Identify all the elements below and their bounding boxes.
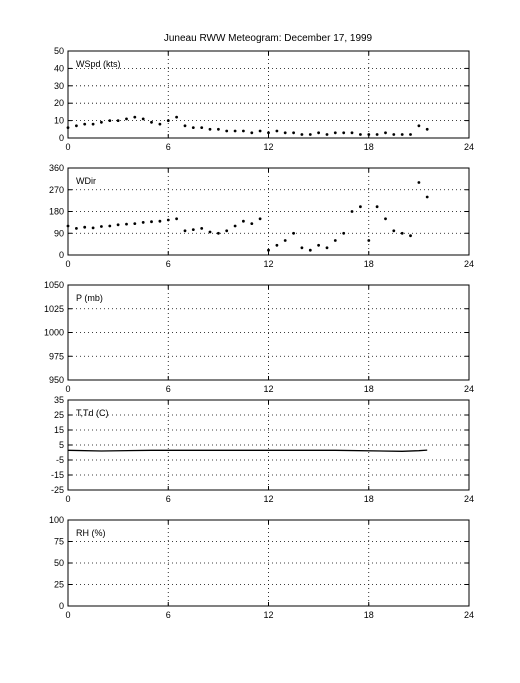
y-tick-label: -25 [50,485,64,495]
data-point [317,244,320,247]
x-tick-label: 24 [463,494,475,504]
y-tick-label: 35 [53,395,64,405]
panel-4 [49,515,474,620]
data-point [108,119,111,122]
data-point [334,239,337,242]
x-tick-label: 12 [263,259,274,269]
data-point [159,220,162,223]
data-point [376,205,379,208]
data-point [75,124,78,127]
data-point [83,123,86,126]
data-point [200,227,203,230]
data-point [276,244,279,247]
y-tick-label: 1000 [43,327,64,338]
data-point [401,232,404,235]
x-tick-label: 0 [65,259,71,269]
data-point [301,246,304,249]
y-tick-label: 0 [58,133,64,143]
data-point [159,123,162,126]
panel-label: RH (%) [76,528,106,538]
y-tick-label: 75 [53,536,64,547]
x-tick-label: 24 [463,142,475,152]
y-tick-label: 950 [48,375,64,385]
panel-label: P (mb) [76,293,103,303]
data-point [426,196,429,199]
data-point [409,133,412,136]
x-tick-label: 0 [65,142,71,152]
data-point [217,128,220,131]
x-tick-label: 6 [165,384,171,394]
data-point [150,220,153,223]
data-point [309,249,312,252]
data-point [167,219,170,222]
x-tick-label: 0 [65,384,71,394]
data-point [100,225,103,228]
panel-0 [54,46,474,152]
data-point [67,126,70,129]
data-point [184,229,187,232]
data-point [234,130,237,133]
x-tick-label: 12 [263,494,274,504]
data-point [225,229,228,232]
x-tick-label: 6 [165,142,171,152]
data-point [209,231,212,234]
y-tick-label: 40 [53,63,64,74]
y-tick-label: -5 [55,455,64,465]
data-point [292,232,295,235]
y-tick-label: 1025 [43,303,64,314]
x-tick-label: 18 [363,142,374,152]
data-point [267,131,270,134]
data-point [409,234,412,237]
data-point [334,131,337,134]
data-point [384,131,387,134]
data-point [234,225,237,228]
data-point [259,130,262,133]
x-tick-label: 6 [165,494,171,504]
data-point [392,133,395,136]
x-tick-label: 24 [463,259,475,269]
data-point [250,222,253,225]
y-tick-label: 30 [53,80,64,91]
panel-frame [68,51,469,138]
data-point [301,133,304,136]
data-point [184,124,187,127]
x-tick-label: 18 [363,610,374,620]
data-point [309,133,312,136]
y-tick-label: 20 [53,98,64,109]
x-tick-label: 24 [463,384,475,394]
data-point [342,232,345,235]
data-point [133,222,136,225]
data-point [133,116,136,119]
x-tick-label: 6 [165,259,171,269]
data-point [418,124,421,127]
data-point [225,130,228,133]
data-point [267,249,270,252]
panel-label: WSpd (kts) [76,59,121,69]
x-tick-label: 12 [263,384,274,394]
x-tick-label: 12 [263,142,274,152]
data-point [292,131,295,134]
data-point [192,228,195,231]
data-point [92,123,95,126]
y-tick-label: 100 [48,515,64,525]
x-tick-label: 18 [363,494,374,504]
data-point [92,227,95,230]
panel-label: T,Td (C) [76,408,109,418]
y-tick-label: 90 [53,228,64,239]
y-tick-label: 360 [48,163,64,173]
data-point [142,221,145,224]
x-tick-label: 18 [363,384,374,394]
data-point [401,133,404,136]
data-point [351,210,354,213]
data-point [100,121,103,124]
data-point [418,181,421,184]
data-point [250,131,253,134]
data-point [200,126,203,129]
data-point [376,133,379,136]
panel-label: WDir [76,176,96,186]
x-tick-label: 6 [165,610,171,620]
data-point [117,223,120,226]
y-tick-label: 15 [53,425,64,435]
data-point [175,217,178,220]
data-point [367,133,370,136]
data-point [351,131,354,134]
panel-2 [44,280,474,394]
y-tick-label: 5 [58,440,64,450]
data-point [108,225,111,228]
data-point [167,119,170,122]
data-point [67,225,70,228]
data-point [359,205,362,208]
y-tick-label: 25 [53,410,64,420]
y-tick-label: 1050 [43,280,64,290]
data-point [75,227,78,230]
data-point [83,226,86,229]
data-point [284,239,287,242]
data-point [326,246,329,249]
panel-3 [51,395,474,504]
data-point [284,131,287,134]
y-tick-label: 50 [53,558,64,568]
y-tick-label: 0 [58,250,64,260]
data-point [317,131,320,134]
data-point [217,232,220,235]
panel-1 [49,163,474,269]
data-point [125,223,128,226]
figure-title: Juneau RWW Meteogram: December 17, 1999 [163,33,373,44]
y-tick-label: 10 [53,115,64,126]
x-tick-label: 12 [263,610,274,620]
data-point [384,217,387,220]
data-point [326,133,329,136]
x-tick-label: 18 [363,259,374,269]
x-tick-label: 0 [65,610,71,620]
y-tick-label: 270 [48,184,64,195]
data-point [117,119,120,122]
data-point [150,121,153,124]
y-tick-label: 25 [53,579,64,590]
data-point [175,116,178,119]
y-tick-label: 180 [48,206,64,217]
data-point [192,126,195,129]
x-tick-label: 24 [463,610,475,620]
data-point [125,118,128,121]
data-point [259,217,262,220]
y-tick-label: -15 [50,470,64,480]
data-point [242,130,245,133]
data-point [392,229,395,232]
data-point [342,131,345,134]
data-point [142,118,145,121]
y-tick-label: 0 [58,601,64,611]
y-tick-label: 50 [53,46,64,56]
data-point [367,239,370,242]
series-line [68,450,427,451]
data-point [209,128,212,131]
x-tick-label: 0 [65,494,71,504]
data-point [359,133,362,136]
y-tick-label: 975 [48,351,64,362]
data-point [276,130,279,133]
data-point [426,128,429,131]
data-point [242,220,245,223]
